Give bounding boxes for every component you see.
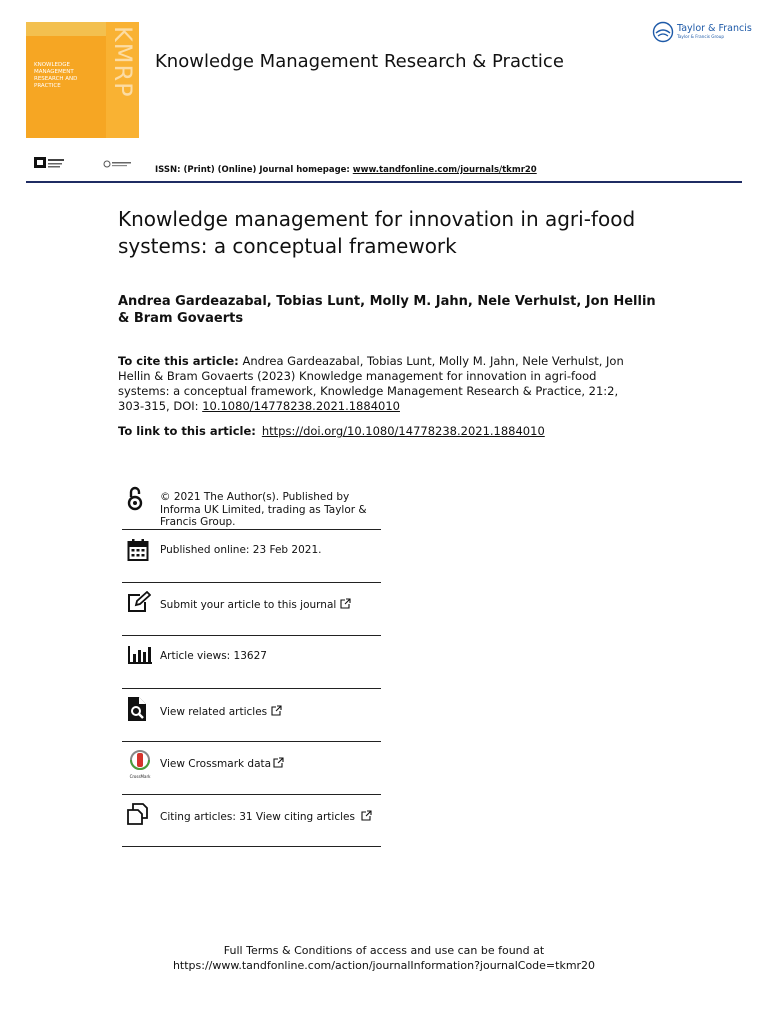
crossmark-icon-label: CrossMark (129, 774, 151, 779)
cover-acronym: KMRP (109, 26, 137, 98)
citing-articles-row[interactable] (122, 794, 381, 847)
taylor-francis-emblem-icon (652, 21, 674, 43)
doi-link[interactable]: 10.1080/14778238.2021.1884010 (202, 399, 400, 413)
publisher-name: Taylor & Francis (677, 23, 752, 34)
published-date-row (122, 529, 381, 583)
search-document-icon (127, 696, 147, 722)
external-link-icon (340, 598, 351, 609)
published-date-text: Published online: 23 Feb 2021. (160, 544, 322, 556)
footer-terms (0, 943, 768, 973)
article-doi-link[interactable]: https://doi.org/10.1080/14778238.2021.1884010 (261, 424, 545, 438)
journal-title: Knowledge Management Research & Practice (155, 51, 564, 72)
article-authors: Andrea Gardeazabal, Tobias Lunt, Molly M. Jahn, Nele Verhulst, Jon Hellin & Bram Govaerts (118, 294, 656, 326)
issn-line (155, 165, 537, 175)
society-logo-icon (34, 157, 66, 169)
citation-block (118, 354, 638, 414)
citing-articles-link[interactable]: Citing articles: 31 View citing articles (160, 810, 372, 824)
submit-article-row[interactable] (122, 582, 381, 636)
journal-cover-image (26, 22, 139, 138)
article-views-row (122, 635, 381, 689)
article-title: Knowledge management for innovation in agri-food systems: a conceptual framework (118, 207, 636, 258)
link-label: To link to this article: (118, 424, 256, 438)
bar-chart-icon (127, 645, 153, 665)
external-link-icon (273, 757, 284, 768)
crossmark-link[interactable]: View Crossmark data (160, 757, 284, 771)
license-row (122, 482, 381, 530)
calendar-icon (127, 538, 149, 562)
related-articles-link[interactable]: View related articles (160, 705, 282, 719)
article-views-text: Article views: 13627 (160, 650, 267, 662)
partner-logo-icon (103, 160, 133, 168)
issn-label: ISSN: (Print) (Online) Journal homepage: (155, 165, 350, 175)
article-link-line (118, 424, 545, 438)
external-link-icon (271, 705, 282, 716)
publisher-group: Taylor & Francis Group (677, 34, 725, 39)
footer-line-1: Full Terms & Conditions of access and use can be found at (223, 944, 545, 957)
related-articles-row[interactable] (122, 688, 381, 742)
crossmark-row[interactable] (122, 741, 381, 795)
journal-homepage-link[interactable]: www.tandfonline.com/journals/tkmr20 (352, 165, 537, 175)
external-link-icon (361, 810, 372, 821)
edit-icon (127, 591, 151, 613)
citation-label: To cite this article: (118, 354, 239, 368)
license-text: © 2021 The Author(s). Published by Informa UK Limited, trading as Taylor & Francis Group. (160, 491, 367, 528)
open-access-icon (127, 486, 143, 512)
header-divider (26, 181, 742, 183)
cover-title: KNOWLEDGE MANAGEMENT RESEARCH AND PRACTICE (34, 62, 78, 89)
crossmark-icon (127, 750, 153, 779)
taylor-francis-logo[interactable] (652, 21, 752, 43)
submit-article-link[interactable]: Submit your article to this journal (160, 598, 351, 612)
citing-articles-icon (127, 803, 151, 825)
citation-text: Andrea Gardeazabal, Tobias Lunt, Molly M. Jahn, Nele Verhulst, Jon Hellin & Bram Govaerts (2023) Knowledge management for innovation in agri-food systems: a conceptual framework, Knowledge Management Research & Practice, 21:2, 303-315, DOI: (118, 354, 624, 413)
footer-terms-link[interactable]: https://www.tandfonline.com/action/journalInformation?journalCode=tkmr20 (172, 959, 596, 972)
